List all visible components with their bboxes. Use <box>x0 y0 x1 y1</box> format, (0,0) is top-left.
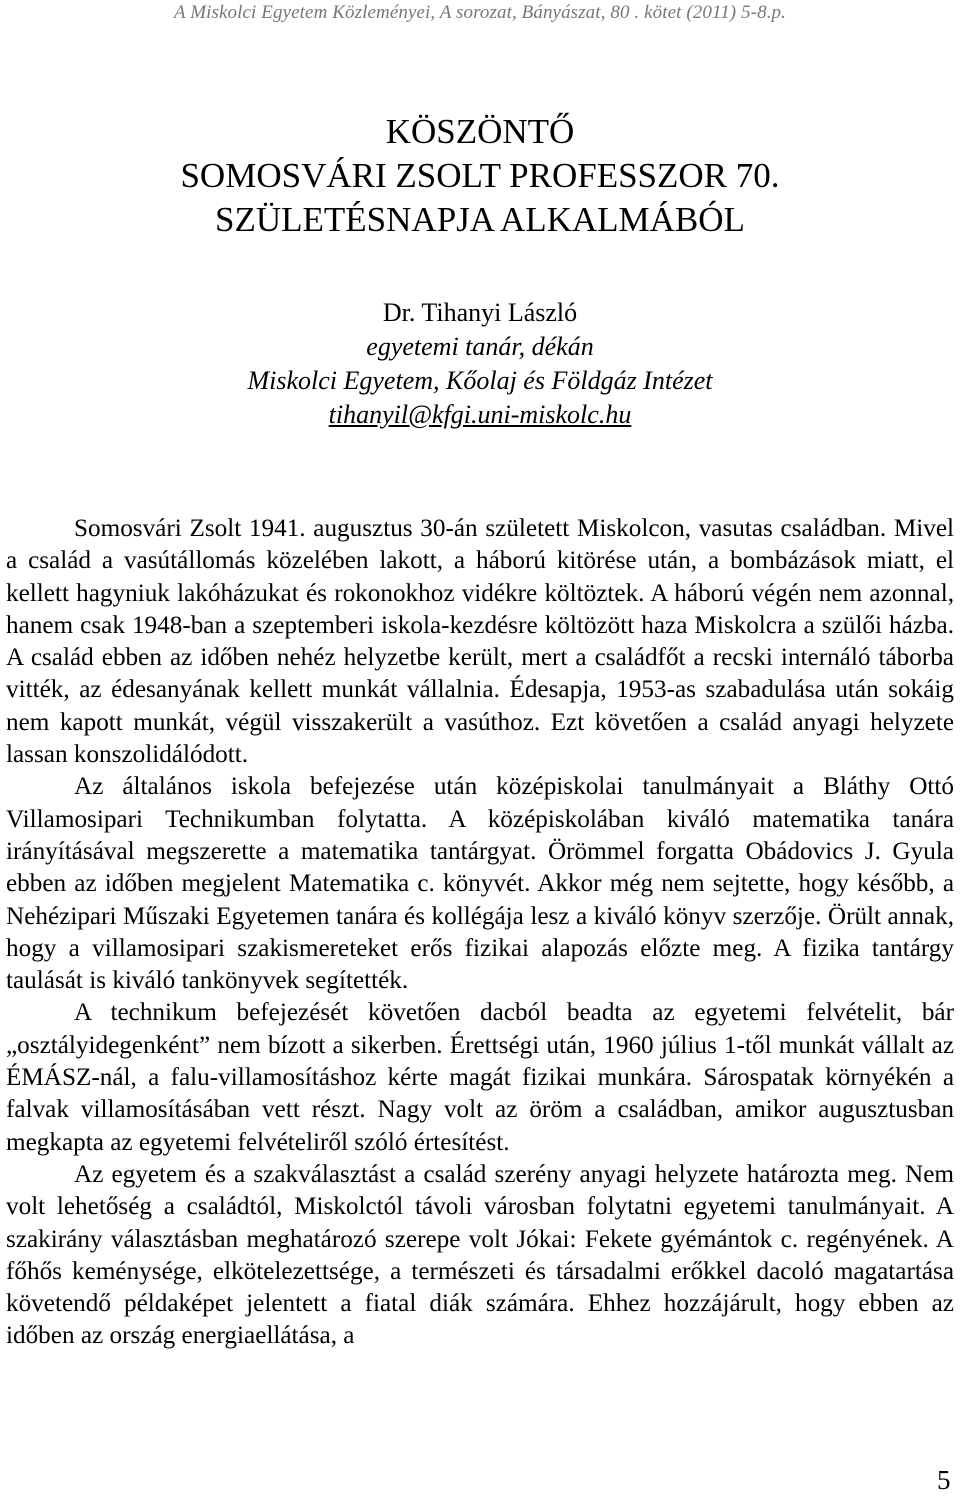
author-block <box>0 296 960 432</box>
paragraph-2: Az általános iskola befejezése után középiskolai tanulmányait a Bláthy Ottó Villamosipari Technikumban folytatta. A középiskolában kiváló matematika tanára irányításával megszerette a matematika tantárgyat. Örömmel forgatta Obádovics J. Gyula ebben az időben megjelent Matematika c. könyvét. Akkor még nem sejtette, hogy később, a Nehézipari Műszaki Egyetemen tanára és kollégája lesz a kiváló könyv szerzője. Örült annak, hogy a villamosipari szakismereteket erős fizikai alapozás előzte meg. A fizika tantárgy taulását is kiváló tankönyvek segítették. <box>6 773 954 995</box>
author-role: egyetemi tanár, dékán <box>366 332 594 361</box>
author-name: Dr. Tihanyi László <box>382 298 578 327</box>
title-line-3: SZÜLETÉSNAPJA ALKALMÁBÓL <box>215 200 745 239</box>
paragraph-4: Az egyetem és a szakválasztást a család szerény anyagi helyzete határozta meg. Nem volt lehetőség a családtól, Miskolctól távoli városban folytatni egyetemi tanulmányait. A szakirány választásban meghatározó szerepe volt Jókai: Fekete gyémántok c. regényének. A főhős keménysége, elkötelezettsége, a természeti és társadalmi erőkkel dacoló magatartása követendő példaképet jelentett a fiatal diák számára. Ehhez hozzájárult, hogy ebben az időben az ország energiaellátása, a <box>6 1160 954 1350</box>
title-line-1: KÖSZÖNTŐ <box>385 112 575 151</box>
page-number: 5 <box>937 1465 951 1495</box>
author-email-link[interactable]: tihanyil@kfgi.uni-miskolc.hu <box>328 400 632 429</box>
author-affiliation: Miskolci Egyetem, Kőolaj és Földgáz Intézet <box>247 366 713 395</box>
article-title <box>0 110 960 242</box>
paragraph-3: A technikum befejezését követően dacból beadta az egyetemi felvételit, bár „osztályidegenként” nem bízott a sikerben. Érettségi után, 1960 július 1-től munkát vállalt az ÉMÁSZ-nál, a falu-villamosításhoz kérte magát fizikai munkára. Sárospatak környékén a falvak villamosításában vett részt. Nagy volt az öröm a családban, amikor augusztusban megkapta az egyetemi felvételiről szóló értesítést. <box>6 999 954 1156</box>
paragraph-1: Somosvári Zsolt 1941. augusztus 30-án született Miskolcon, vasutas családban. Mivel a család a vasútállomás közelében lakott, a háború kitörése után, a bombázások miatt, el kellett hagyniuk lakóházukat és rokonokhoz vidékre költöztek. A háború végén nem azonnal, hanem csak 1948-ban a szeptemberi iskola-kezdésre költözött haza Miskolcra a szülői házba. A család ebben az időben nehéz helyzetbe került, mert a családfőt a recski internáló táborba vitték, az édesanyának kellett munkát vállalnia. Édesapja, 1953-as szabadulása után sokáig nem kapott munkát, végül visszakerült a vasúthoz. Ezt követően a család anyagi helyzete lassan konszolidálódott. <box>6 515 954 769</box>
running-header: A Miskolci Egyetem Közleményei, A sorozat, Bányászat, 80 . kötet (2011) 5-8.p. <box>174 2 786 23</box>
title-line-2: SOMOSVÁRI ZSOLT PROFESSZOR 70. <box>180 156 780 195</box>
article-body <box>6 513 954 1353</box>
